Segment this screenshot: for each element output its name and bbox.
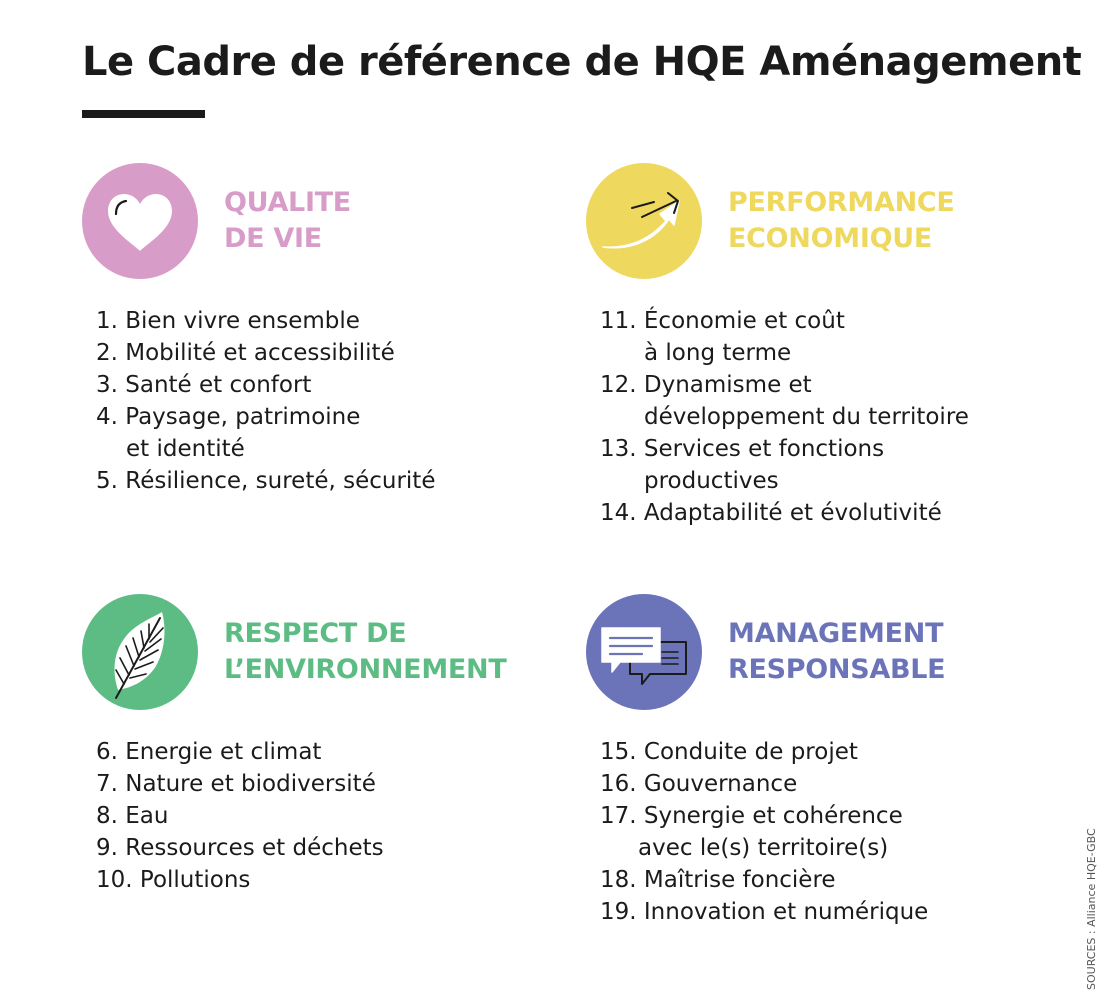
list-item: [600, 736, 928, 768]
list-item: [600, 497, 969, 529]
item-text: 3. Santé et confort: [96, 372, 312, 398]
item-text: 12. Dynamisme et: [600, 372, 812, 398]
performance-circle: [586, 163, 702, 279]
leaf-icon: [82, 594, 198, 710]
item-text: 9. Ressources et déchets: [96, 835, 384, 861]
list-item: [600, 433, 969, 497]
item-text: 10. Pollutions: [96, 867, 251, 893]
item-text: 13. Services et fonctions: [600, 436, 885, 462]
item-text: 15. Conduite de projet: [600, 739, 858, 765]
item-text: 14. Adaptabilité et évolutivité: [600, 500, 942, 526]
item-text: 6. Energie et climat: [96, 739, 322, 765]
list-item: [96, 305, 435, 337]
item-text: 5. Résilience, sureté, sécurité: [96, 468, 436, 494]
heart-icon: [82, 163, 198, 279]
heading-line-2: RESPONSABLE: [728, 654, 946, 685]
list-item: [600, 768, 928, 800]
item-text: 19. Innovation et numérique: [600, 899, 929, 925]
list-item: [600, 864, 928, 896]
heading-line-2: ECONOMIQUE: [728, 223, 932, 254]
item-text-continuation: à long terme: [644, 340, 792, 366]
list-item: [96, 465, 435, 497]
rising-arrow-icon: [586, 163, 702, 279]
qualite-criteria-list: [96, 305, 435, 497]
item-text-continuation: avec le(s) territoire(s): [638, 835, 889, 861]
management-criteria-list: [600, 736, 928, 928]
item-text: 16. Gouvernance: [600, 771, 798, 797]
item-text: 4. Paysage, patrimoine: [96, 404, 361, 430]
heading-line-1: MANAGEMENT: [728, 618, 944, 649]
section-heading-qualite: [224, 185, 351, 257]
list-item: [96, 401, 435, 465]
heading-line-2: L’ENVIRONNEMENT: [224, 654, 507, 685]
item-text: 7. Nature et biodiversité: [96, 771, 376, 797]
speech-bubbles-icon: [586, 594, 702, 710]
list-item: [600, 800, 928, 864]
heading-line-1: RESPECT DE: [224, 618, 407, 649]
item-text: 1. Bien vivre ensemble: [96, 308, 360, 334]
item-text-continuation: productives: [644, 468, 779, 494]
page-title: Le Cadre de référence de HQE Aménagement: [82, 39, 1082, 85]
management-circle: [586, 594, 702, 710]
section-heading-environnement: [224, 616, 506, 688]
item-text-continuation: et identité: [126, 436, 245, 462]
list-item: [600, 369, 969, 433]
item-text: 18. Maîtrise foncière: [600, 867, 836, 893]
source-credit: SOURCES : Alliance HQE-GBC: [1085, 828, 1098, 990]
list-item: [96, 864, 384, 896]
item-text: 2. Mobilité et accessibilité: [96, 340, 395, 366]
list-item: [96, 369, 435, 401]
list-item: [600, 305, 969, 369]
list-item: [96, 800, 384, 832]
list-item: [96, 832, 384, 864]
section-heading-performance: [728, 185, 955, 257]
environnement-circle: [82, 594, 198, 710]
performance-criteria-list: [600, 305, 969, 529]
item-text: 11. Économie et coût: [600, 308, 845, 334]
list-item: [600, 896, 928, 928]
item-text: 8. Eau: [96, 803, 169, 829]
title-underline: [82, 110, 205, 118]
section-heading-management: [728, 616, 945, 688]
list-item: [96, 736, 384, 768]
qualite-circle: [82, 163, 198, 279]
item-text: 17. Synergie et cohérence: [600, 803, 903, 829]
list-item: [96, 337, 435, 369]
heading-line-1: QUALITE: [224, 187, 351, 218]
heading-line-1: PERFORMANCE: [728, 187, 955, 218]
list-item: [96, 768, 384, 800]
item-text-continuation: développement du territoire: [644, 404, 969, 430]
heading-line-2: DE VIE: [224, 223, 322, 254]
environnement-criteria-list: [96, 736, 384, 896]
